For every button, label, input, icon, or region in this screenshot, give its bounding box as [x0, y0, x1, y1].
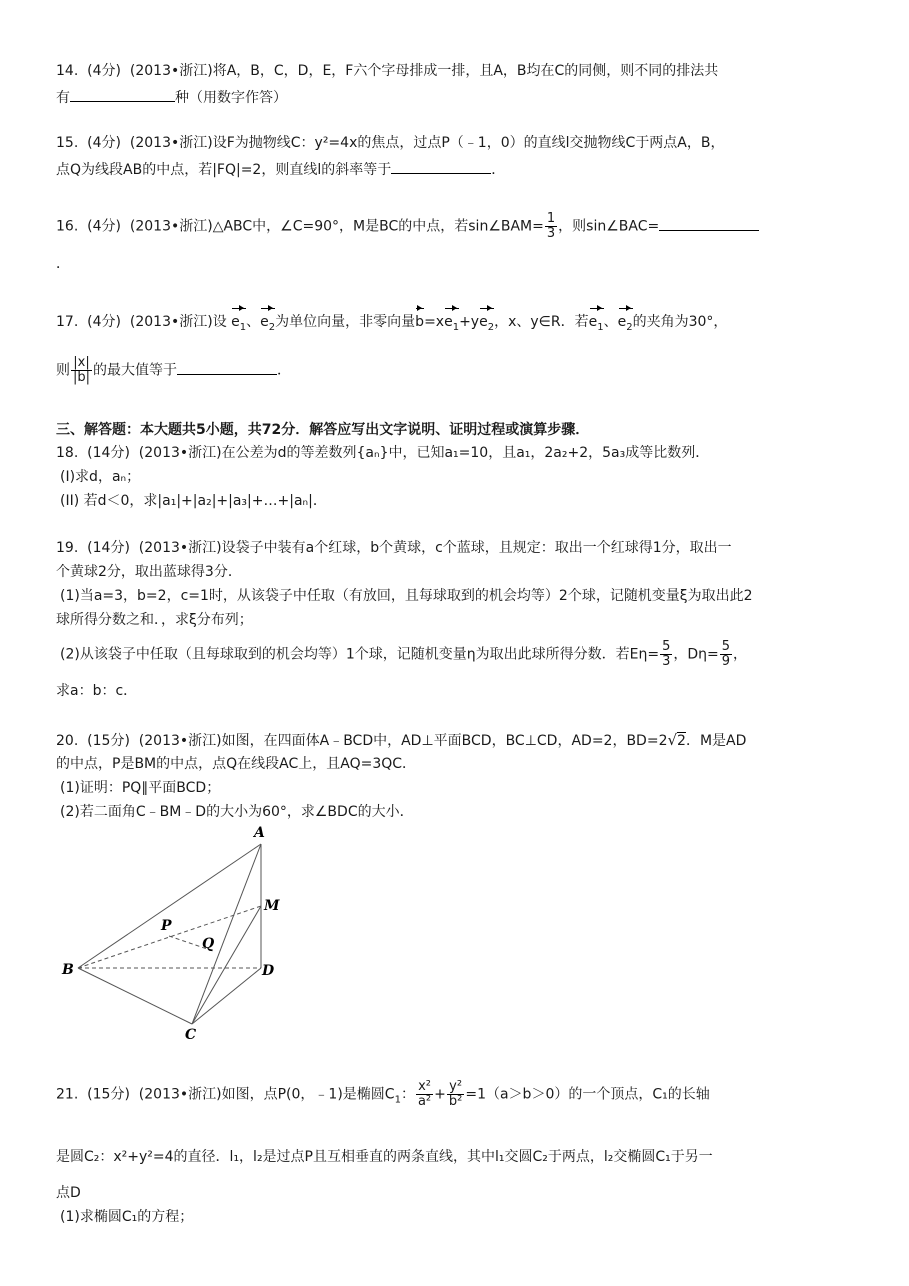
q21-c1-sub: 1	[394, 1094, 401, 1106]
q20-part1: (1)证明：PQ∥平面BCD；	[60, 780, 221, 796]
q19-line5-end: ，	[733, 646, 748, 663]
q15-answer-blank	[391, 159, 491, 174]
q16-answer-blank	[659, 216, 759, 231]
q16-post: ，则sin∠BAC=	[558, 218, 660, 235]
tetrahedron-figure	[56, 820, 296, 1044]
vector-e1: $e_1$	[231, 314, 247, 333]
q18-part1: (I)求d，aₙ；	[60, 469, 141, 485]
q17-line1: 17. (4分) (2013•浙江)设 $e_1$、$e_2$为单位向量，非零向量$b=xe_1+ye_2$，x、y∈R．若$e_1$、$e_2$的夹角为30°，	[56, 314, 728, 333]
vector-e2-b: $e_2$	[479, 314, 495, 333]
edge-BC	[78, 968, 192, 1024]
q17-frac-num: |x|	[71, 356, 92, 371]
q21-x-fraction	[416, 1080, 433, 1109]
q19-line5-mid: ，Dη=	[673, 646, 719, 663]
q19-e-num: 5	[662, 639, 671, 654]
q21-line3: 点D	[56, 1185, 81, 1201]
label-C: C	[185, 1027, 197, 1040]
q19-line3: (1)当a=3，b=2，c=1时，从该袋子中任取（有放回，且每球取到的机会均等）2个球，记随机变量ξ为取出此2	[60, 588, 753, 604]
q17-answer-blank	[177, 360, 277, 375]
q19-line5-pre: (2)从该袋子中任取（且每球取到的机会均等）1个球，记随机变量η为取出此球所得分数．若Eη=	[60, 646, 660, 663]
q19-e-fraction	[660, 640, 672, 669]
sqrt-symbol: √	[667, 731, 678, 749]
q21-line1: 21. (15分) (2013•浙江)如图，点P(0，﹣1)是椭圆$C_1$： $\frac{\text{x²}}{\text{a²}}$ + $\frac{\text{y²}}{\text{b²}}$ =1（a＞b＞0）的一个顶点，C₁的长轴	[56, 1079, 710, 1109]
q14-line2-post: 种（用数字作答）	[175, 90, 287, 106]
q16-fraction	[545, 212, 557, 241]
q21-line1-post: =1（a＞b＞0）的一个顶点，C₁的长轴	[465, 1086, 710, 1103]
q21-line2: 是圆C₂：x²+y²=4的直径．l₁，l₂是过点P且互相垂直的两条直线，其中l₁交圆C₂于两点，l₂交椭圆C₁于另一	[56, 1149, 713, 1165]
q19-d-fraction	[720, 640, 732, 669]
vector-e2-c: $e_2$	[617, 314, 633, 333]
q20-line1	[56, 731, 746, 750]
q14-line1: 14. (4分) (2013•浙江)将A，B，C，D，E，F六个字母排成一排，且A，B均在C的同侧，则不同的排法共	[56, 63, 719, 79]
q21-line1-pre: 21. (15分) (2013•浙江)如图，点P(0，﹣1)是椭圆C	[56, 1086, 395, 1103]
q16-frac-num: 1	[546, 211, 556, 226]
edge-AC	[192, 844, 261, 1024]
q17-fraction	[71, 356, 92, 385]
tetrahedron-svg	[56, 820, 296, 1040]
q21-part1: (1)求椭圆C₁的方程；	[60, 1209, 194, 1225]
vector-e1-b: $e_1$	[444, 314, 460, 333]
q21-x-num: x²	[416, 1080, 433, 1095]
vector-b: b	[415, 314, 425, 330]
q20-line2: 的中点，P是BM的中点，点Q在线段AC上，且AQ=3QC．	[56, 756, 417, 772]
q17-mid2: ，x、y∈R．若	[494, 314, 589, 330]
q21-x-den: a²	[417, 1094, 432, 1109]
q21-y-fraction	[447, 1080, 464, 1109]
q18-line1: 18. (14分) (2013•浙江)在公差为d的等差数列{aₙ}中，已知a₁=10，且a₁，2a₂+2，5a₃成等比数列．	[56, 445, 710, 461]
section3-heading: 三、解答题：本大题共5小题，共72分．解答应写出文字说明、证明过程或演算步骤．	[56, 422, 590, 438]
q14-line2	[56, 87, 287, 107]
edge-BA	[78, 844, 261, 968]
edge-BM-dashed	[78, 906, 261, 968]
q20-part2: (2)若二面角C﹣BM﹣D的大小为60°，求∠BDC的大小．	[60, 804, 414, 820]
q17-pre: 17. (4分) (2013•浙江)设	[56, 314, 227, 330]
label-B: B	[62, 962, 74, 978]
q17-line2-end: ．	[277, 362, 292, 379]
label-M: M	[264, 898, 280, 914]
q20-line1-pre: 20. (15分) (2013•浙江)如图，在四面体A﹣BCD中，AD⊥平面BCD，BC⊥CD，AD=2，BD=2	[56, 733, 668, 749]
q21-y-den: b²	[448, 1094, 463, 1109]
q17-line2-post: 的最大值等于	[93, 362, 178, 379]
q17-line2-pre: 则	[56, 362, 70, 379]
label-P: P	[161, 918, 172, 934]
q15-line2-text: 点Q为线段AB的中点，若|FQ|=2，则直线l的斜率等于	[56, 162, 392, 178]
q18-part2: (II) 若d＜0，求|a₁|+|a₂|+|a₃|+…+|aₙ|．	[60, 493, 327, 509]
q15-line2	[56, 159, 505, 179]
q14-line2-pre: 有	[56, 90, 70, 106]
q16-pre: 16. (4分) (2013•浙江)△ABC中，∠C=90°，M是BC的中点，若sin∠BAM=	[56, 218, 544, 235]
q17-line2	[56, 356, 291, 385]
q19-line2: 个黄球2分，取出蓝球得3分．	[56, 564, 242, 580]
q20-line1-post: ．M是AD	[685, 733, 747, 749]
q17-mid1: 为单位向量，非零向量	[275, 314, 416, 330]
label-D: D	[262, 963, 275, 979]
q19-d-den: 9	[721, 654, 731, 669]
q21-y-num: y²	[447, 1080, 464, 1095]
q16-line1	[56, 212, 759, 241]
q19-line4: 球所得分数之和．，求ξ分布列；	[56, 612, 253, 628]
q19-e-den: 3	[662, 654, 671, 669]
q14-answer-blank	[70, 87, 175, 102]
q19-line5	[60, 640, 747, 669]
q17-frac-den: |b|	[73, 370, 91, 385]
q19-line1: 19. (14分) (2013•浙江)设袋子中装有a个红球，b个黄球，c个蓝球，且规定：取出一个红球得1分，取出一	[56, 540, 732, 556]
label-A: A	[254, 825, 265, 841]
q15-line2-end: ．	[491, 162, 506, 178]
q16-frac-den: 3	[546, 226, 556, 241]
q19-d-num: 5	[721, 639, 731, 654]
q21-colon: ：	[400, 1086, 415, 1103]
edge-CM	[192, 906, 261, 1024]
q19-line6: 求a：b：c．	[56, 683, 138, 699]
q16-line2: ．	[56, 256, 70, 272]
q20-sqrt-value: 2	[677, 733, 686, 749]
q15-line1: 15. (4分) (2013•浙江)设F为抛物线C：y²=4x的焦点，过点P（﹣1，0）的直线l交抛物线C于两点A，B，	[56, 135, 725, 151]
label-Q: Q	[202, 936, 215, 952]
vector-e1-c: $e_1$	[588, 314, 604, 333]
q17-mid3: 的夹角为30°，	[632, 314, 728, 330]
vector-e2: $e_2$	[260, 314, 276, 333]
